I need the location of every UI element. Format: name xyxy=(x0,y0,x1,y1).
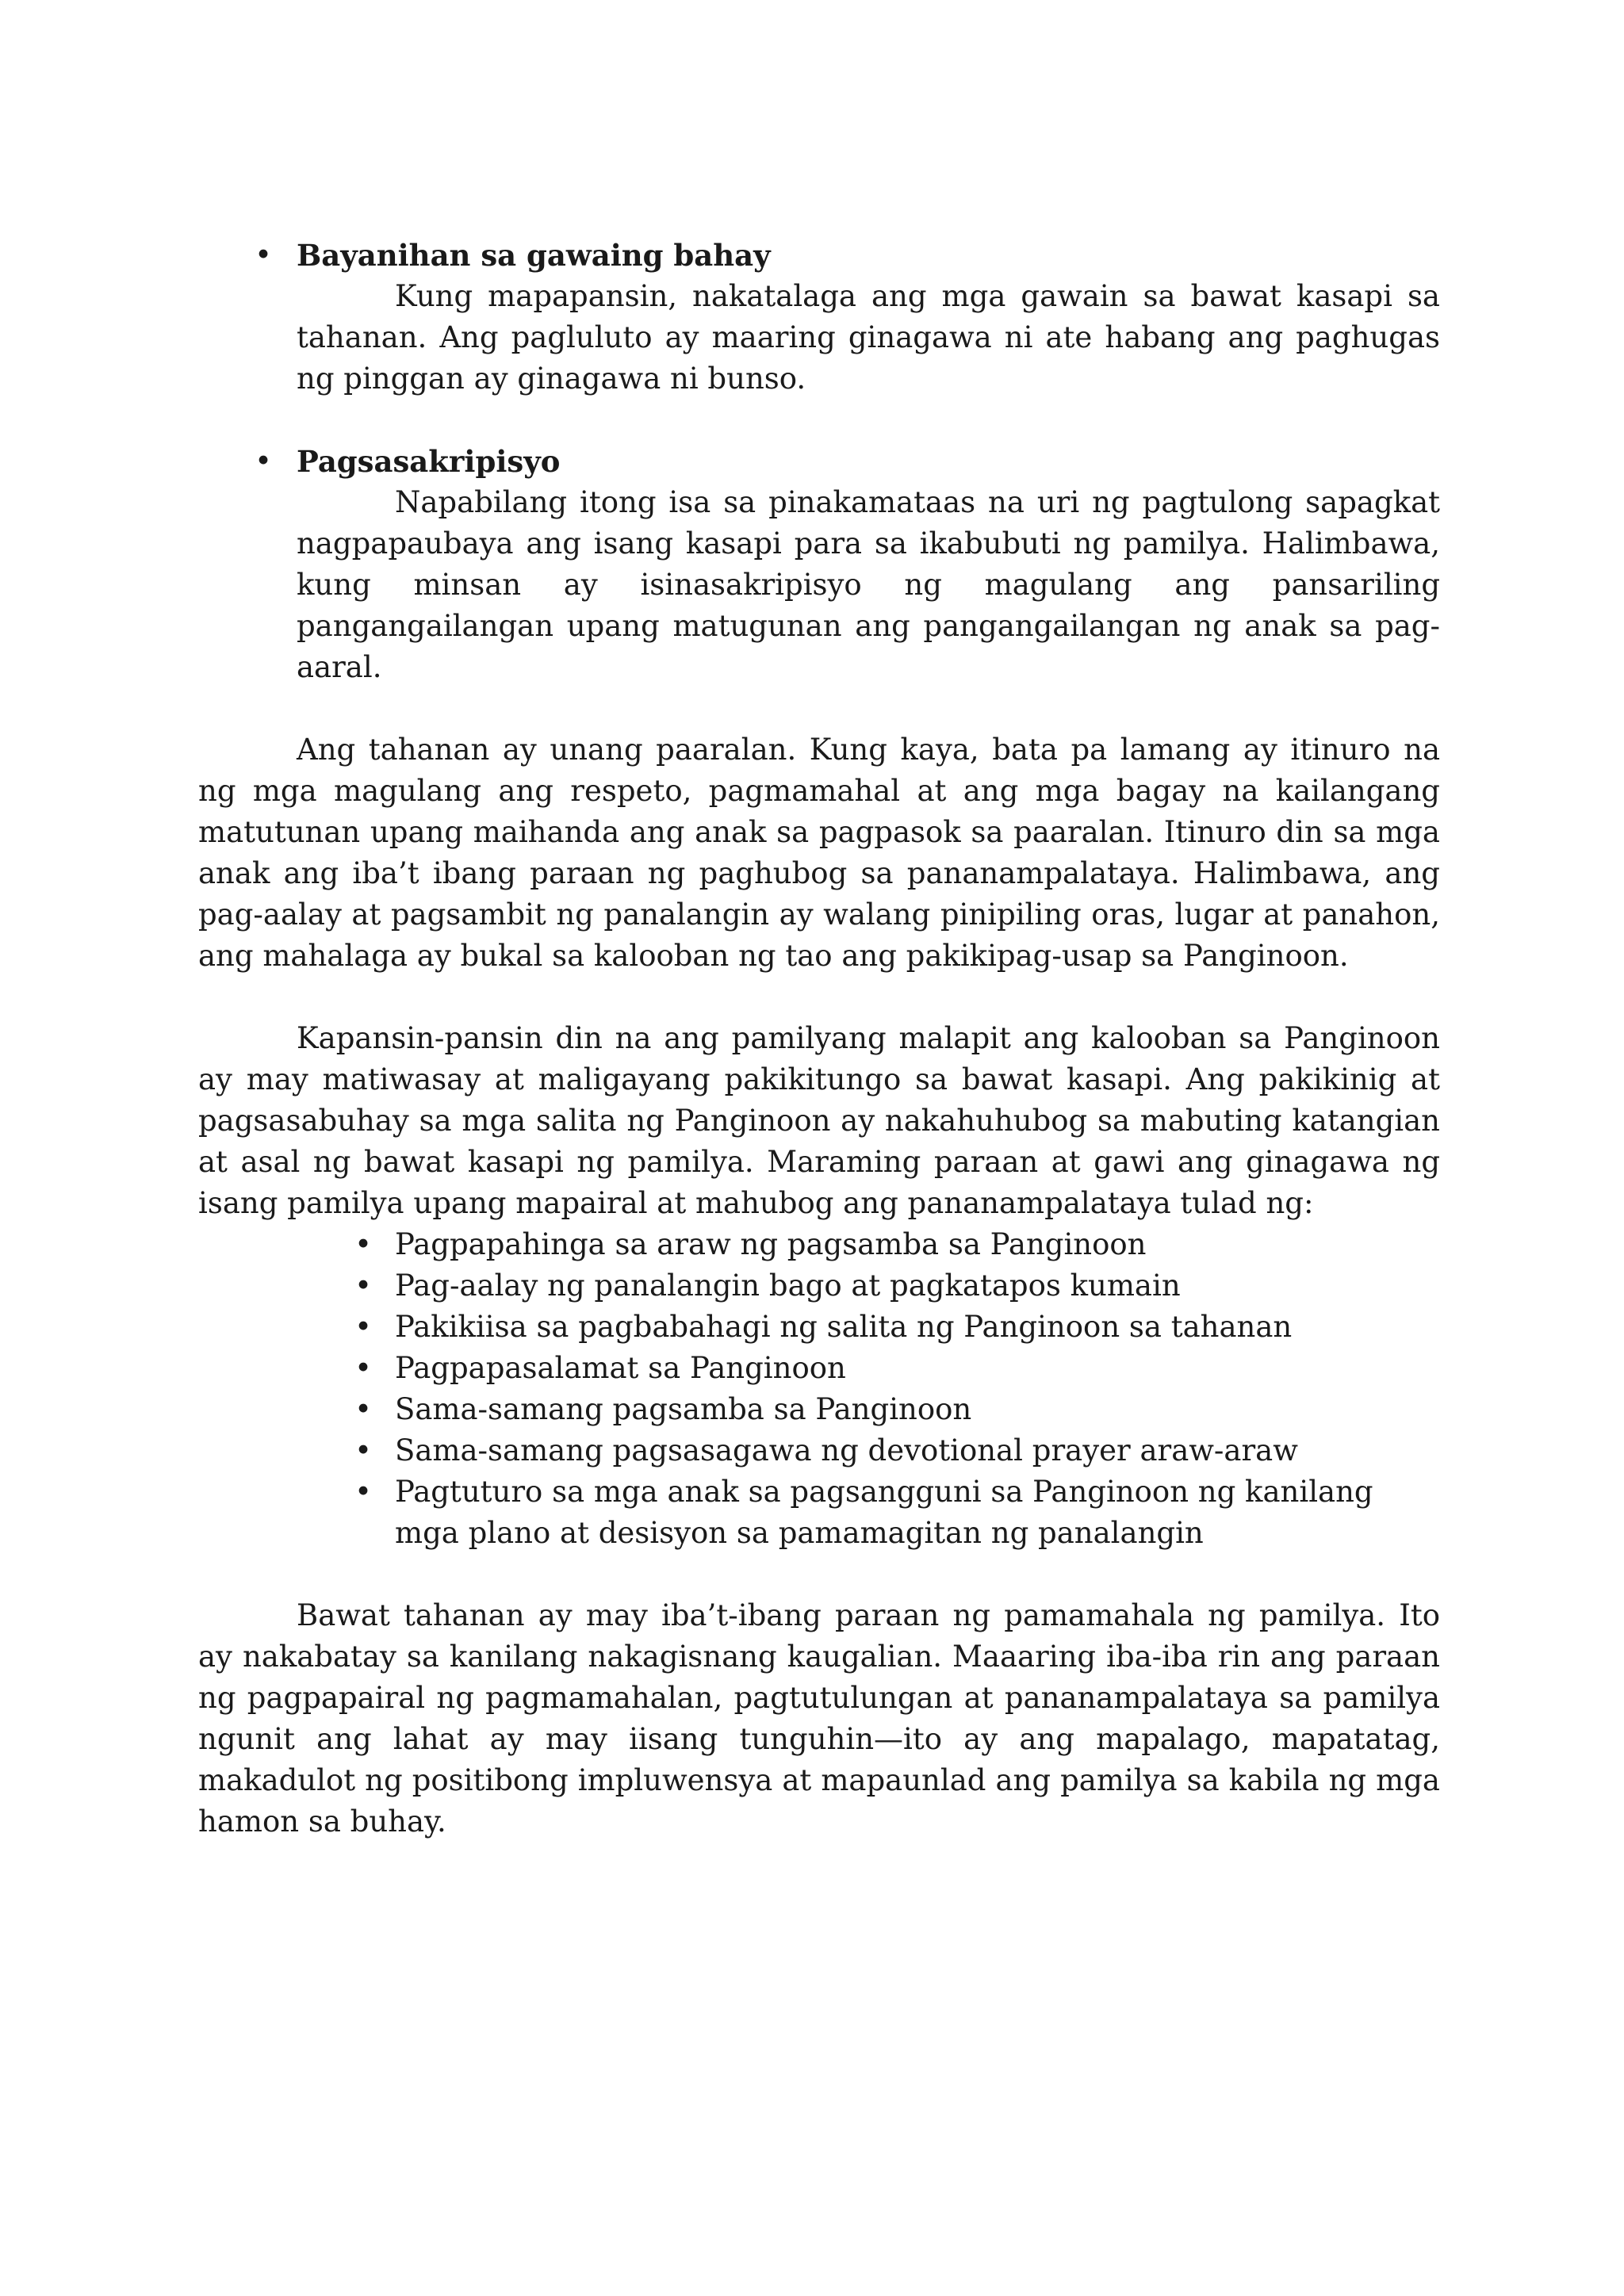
document-page xyxy=(198,235,1440,1843)
list-item xyxy=(354,1224,1440,1265)
bullet-icon: • xyxy=(354,1433,372,1468)
faith-practices-list xyxy=(198,1224,1440,1554)
bullet-icon: • xyxy=(255,444,272,478)
bullet-icon: • xyxy=(255,238,272,272)
list-item xyxy=(354,1348,1440,1389)
list-item-text: Sama-samang pagsamba sa Panginoon xyxy=(395,1392,972,1426)
list-item-text: Pag-aalay ng panalangin bago at pagkatapos kumain xyxy=(395,1269,1181,1303)
bullet-icon: • xyxy=(354,1310,372,1344)
spacer xyxy=(198,688,1440,729)
bullet-icon: • xyxy=(354,1392,372,1426)
list-item xyxy=(354,1307,1440,1348)
list-item-text: Pakikiisa sa pagbabahagi ng salita ng Panginoon sa tahanan xyxy=(395,1310,1293,1344)
spacer xyxy=(198,400,1440,441)
bullet-icon: • xyxy=(354,1269,372,1303)
list-item-text: Pagpapahinga sa araw ng pagsamba sa Panginoon xyxy=(395,1227,1147,1261)
spacer xyxy=(198,1554,1440,1595)
list-item xyxy=(354,1430,1440,1471)
spacer xyxy=(198,977,1440,1018)
list-item-text: Pagtuturo sa mga anak sa pagsangguni sa Panginoon ng kanilang mga plano at desisyon sa pamamagitan ng panalangin xyxy=(395,1475,1373,1550)
paragraph-tahanan: Ang tahanan ay unang paaralan. Kung kaya, bata pa lamang ay itinuro na ng mga magulang ang respeto, pagmamahal at ang mga bagay na kailangang matutunan upang maihanda ang anak sa pagpasok sa paaralan. Itinuro din sa mga anak ang iba’t ibang paraan ng paghubog sa pananampalataya. Halimbawa, ang pag-aalay at pagsambit ng panalangin ay walang pinipiling oras, lugar at panahon, ang mahalaga ay bukal sa kalooban ng tao ang pakikipag-usap sa Panginoon. xyxy=(198,733,1440,973)
bullet-icon: • xyxy=(354,1227,372,1261)
list-item xyxy=(354,1265,1440,1307)
paragraph-bawat-tahanan: Bawat tahanan ay may iba’t-ibang paraan ng pamamahala ng pamilya. Ito ay nakabatay sa kanilang nakagisnang kaugalian. Maaaring iba-iba rin ang paraan ng pagpapairal ng pagmamahalan, pagtutulungan at pananampalataya sa pamilya ngunit ang lahat ay may iisang tunguhin—ito ay ang mapalago, mapatatag, makadulot ng positibong impluwensya at mapaunlad ang pamilya sa kabila ng mga hamon sa buhay. xyxy=(198,1598,1440,1839)
section-heading: Bayanihan sa gawaing bahay xyxy=(297,238,771,273)
list-item xyxy=(354,1389,1440,1430)
section-pagsasakripisyo xyxy=(198,441,1440,688)
section-bayanihan xyxy=(198,235,1440,400)
list-item-text: Pagpapasalamat sa Panginoon xyxy=(395,1351,846,1385)
section-body: Kung mapapansin, nakatalaga ang mga gawain sa bawat kasapi sa tahanan. Ang pagluluto ay maaring ginagawa ni ate habang ang paghugas ng pinggan ay ginagawa ni bunso. xyxy=(297,279,1440,396)
list-item xyxy=(354,1471,1440,1554)
section-heading: Pagsasakripisyo xyxy=(297,444,561,479)
paragraph-kapansin: Kapansin-pansin din na ang pamilyang malapit ang kalooban sa Panginoon ay may matiwasay at maligayang pakikitungo sa bawat kasapi. Ang pakikinig at pagsasabuhay sa mga salita ng Panginoon ay nakahuhubog sa mabuting katangian at asal ng bawat kasapi ng pamilya. Maraming paraan at gawi ang ginagawa ng isang pamilya upang mapairal at mahubog ang pananampalataya tulad ng: xyxy=(198,1021,1440,1220)
bullet-icon: • xyxy=(354,1351,372,1385)
bullet-icon: • xyxy=(354,1475,372,1509)
list-item-text: Sama-samang pagsasagawa ng devotional prayer araw-araw xyxy=(395,1433,1298,1468)
section-body: Napabilang itong isa sa pinakamataas na uri ng pagtulong sapagkat nagpapaubaya ang isang kasapi para sa ikabubuti ng pamilya. Halimbawa, kung minsan ay isinasakripisyo ng magulang ang pansariling pangangailangan upang matugunan ang pangangailangan ng anak sa pag-aaral. xyxy=(297,485,1440,684)
